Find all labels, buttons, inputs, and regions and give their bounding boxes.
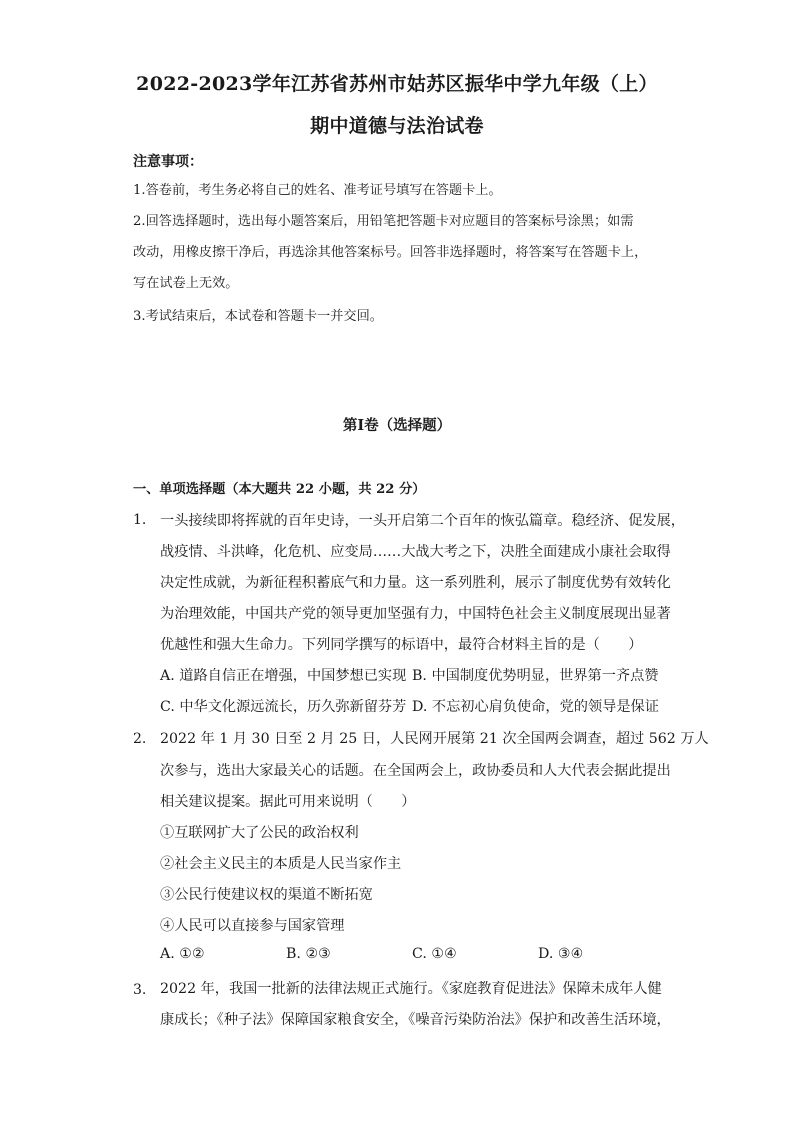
notes-heading: 注意事项： (133, 154, 203, 170)
statement-line: ③公民行使建议权的渠道不断拓宽 (160, 887, 373, 903)
question-text-line: 为治理效能，中国共产党的领导更加坚强有力，中国特色社会主义制度展现出显著 (160, 606, 671, 622)
option-b: B. 中国制度优势明显，世界第一齐点赞 (412, 668, 659, 684)
question-text-line: 相关建议提案。据此可用来说明（ ） (160, 794, 416, 810)
question-text-line: 优越性和强大生命力。下列同学撰写的标语中，最符合材料主旨的是（ ） (160, 637, 643, 653)
option-a: A. ①② (160, 946, 205, 962)
note-line: 1.答卷前，考生务必将自己的姓名、准考证号填写在答题卡上。 (133, 183, 502, 198)
note-line: 2.回答选择题时，选出每小题答案后，用铅笔把答题卡对应题目的答案标号涂黑；如需 (133, 214, 634, 229)
question-text-line: 一头接续即将挥就的百年史诗，一头开启第二个百年的恢弘篇章。稳经济、促发展， (160, 513, 685, 529)
question-number: 1. (133, 512, 147, 528)
question-text-line: 康成长；《种子法》保障国家粮食安全，《噪音污染防治法》保护和改善生活环境， (160, 1012, 671, 1028)
question-text-line: 战疫情、斗洪峰，化危机、应变局……大战大考之下，决胜全面建成小康社会取得 (160, 544, 671, 560)
section-title: 第I卷（选择题） (342, 417, 452, 434)
option-c: C. ①④ (412, 946, 457, 962)
question-text-line: 决定性成就，为新征程积蓄底气和力量。这一系列胜利，展示了制度优势有效转化 (160, 575, 671, 591)
exam-title-line2: 期中道德与法治试卷 (310, 115, 484, 137)
note-line: 写在试卷上无效。 (133, 276, 239, 291)
question-number: 2. (133, 731, 147, 747)
option-d: D. 不忘初心肩负使命，党的领导是保证 (412, 699, 659, 715)
option-a: A. 道路自信正在增强，中国梦想已实现 (160, 668, 407, 684)
question-text-line: 次参与，选出大家最关心的话题。在全国两会上，政协委员和人大代表会据此提出 (160, 763, 671, 779)
statement-line: ②社会主义民主的本质是人民当家作主 (160, 856, 402, 872)
option-c: C. 中华文化源远流长，历久弥新留芬芳 (160, 699, 407, 715)
statement-line: ①互联网扩大了公民的政治权利 (160, 825, 359, 841)
note-line: 改动，用橡皮擦干净后，再选涂其他答案标号。回答非选择题时，将答案写在答题卡上， (133, 245, 648, 260)
option-b: B. ②③ (286, 946, 331, 962)
statement-line: ④人民可以直接参与国家管理 (160, 918, 345, 934)
question-text-line: 2022 年 1 月 30 日至 2 月 25 日，人民网开展第 21 次全国两会调查，超过 562 万人 (160, 731, 709, 747)
part-heading: 一、单项选择题（本大题共 22 小题，共 22 分） (133, 482, 426, 497)
question-text-line: 2022 年，我国一批新的法律法规正式施行。《家庭教育促进法》保障未成年人健 (160, 981, 662, 997)
exam-title-line1: 2022-2023学年江苏省苏州市姑苏区振华中学九年级（上） (136, 73, 658, 95)
question-number: 3. (133, 982, 147, 998)
option-d: D. ③④ (538, 946, 584, 962)
note-line: 3.考试结束后，本试卷和答题卡一并交回。 (133, 309, 383, 324)
